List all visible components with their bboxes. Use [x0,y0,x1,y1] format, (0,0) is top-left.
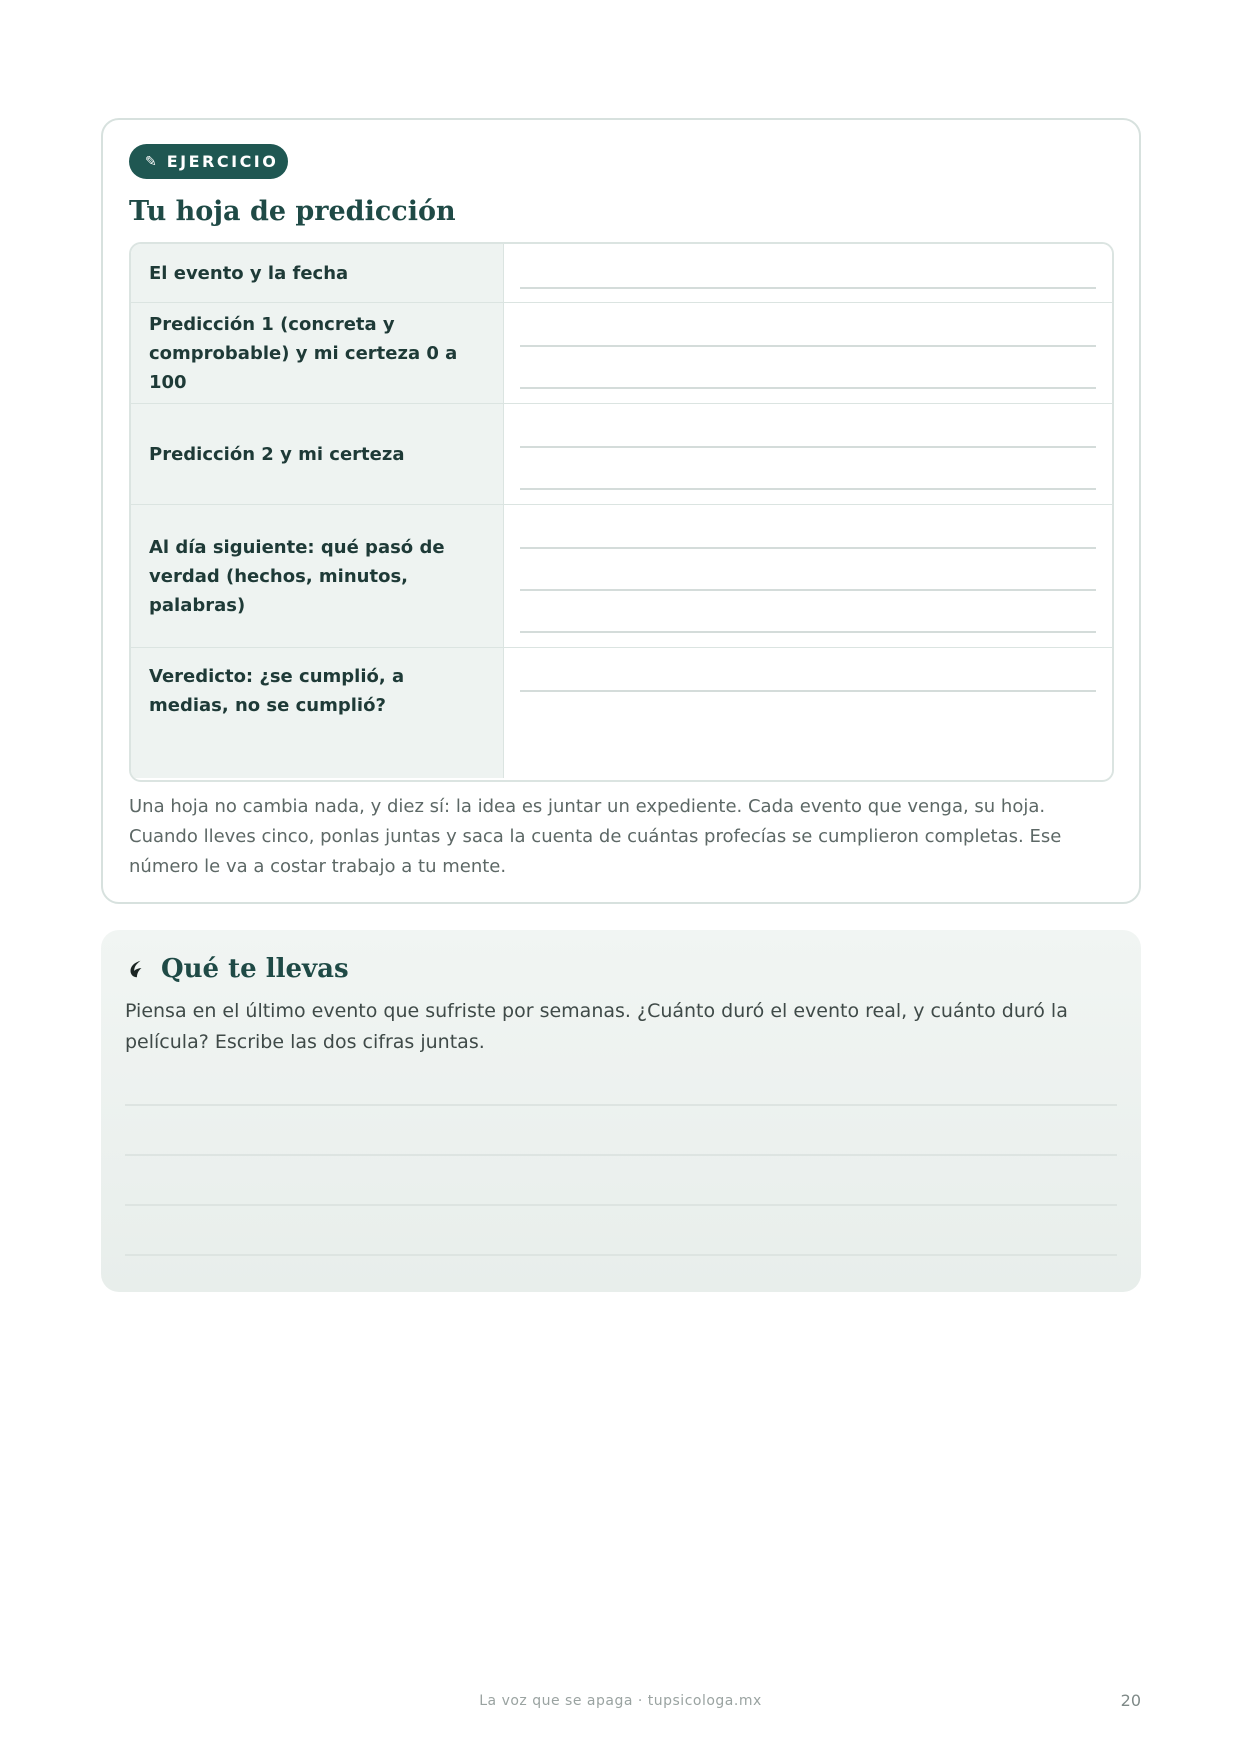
footer-text: La voz que se apaga · tupsicologa.mx [479,1693,762,1709]
writing-line [520,631,1096,633]
exercise-badge [129,144,288,179]
writing-area[interactable] [504,303,1112,403]
writing-line [520,690,1096,692]
exercise-title: Tu hoja de predicción [129,196,456,227]
row-label: Veredicto: ¿se cumplió, a medias, no se cumplió? [131,648,504,778]
writing-line[interactable] [125,1204,1117,1206]
writing-line [520,488,1096,490]
table-row [131,302,1112,403]
writing-line [520,589,1096,591]
writing-line [520,287,1096,289]
exercise-badge-label: EJERCICIO [166,152,279,171]
writing-line [520,446,1096,448]
table-row [131,403,1112,504]
table-row [131,647,1112,778]
exercise-note: Una hoja no cambia nada, y diez sí: la idea es juntar un expediente. Cada evento que venga, su hoja. Cuando lleves cinco, ponlas juntas y saca la cuenta de cuántas profecías se cumplieron completas. Ese número le va a costar trabajo a tu mente. [129,796,1062,877]
writing-line[interactable] [125,1104,1117,1106]
takeaway-text: Piensa en el último evento que sufriste por semanas. ¿Cuánto duró el evento real, y cuánto duró la película? Escribe las dos cifras juntas. [125,1000,1068,1053]
prediction-table [129,242,1114,782]
takeaway-title: Qué te llevas [161,954,349,984]
writing-area[interactable] [504,244,1112,302]
writing-line [520,387,1096,389]
table-row [131,244,1112,302]
row-label: Predicción 1 (concreta y comprobable) y mi certeza 0 a 100 [131,303,504,403]
page-number: 20 [1120,1691,1141,1710]
exercise-card [101,118,1141,904]
writing-line [520,547,1096,549]
writing-area[interactable] [504,505,1112,647]
writing-line[interactable] [125,1154,1117,1156]
leaf-icon [125,958,147,980]
writing-line [520,345,1096,347]
writing-line[interactable] [125,1254,1117,1256]
table-row [131,504,1112,647]
takeaway-header [125,954,349,984]
row-label: Predicción 2 y mi certeza [131,404,504,504]
writing-area[interactable] [504,404,1112,504]
writing-area[interactable] [504,648,1112,778]
pencil-icon: ✎ [145,153,157,170]
takeaway-card [101,930,1141,1292]
row-label: El evento y la fecha [131,244,504,302]
row-label: Al día siguiente: qué pasó de verdad (hechos, minutos, palabras) [131,505,504,647]
